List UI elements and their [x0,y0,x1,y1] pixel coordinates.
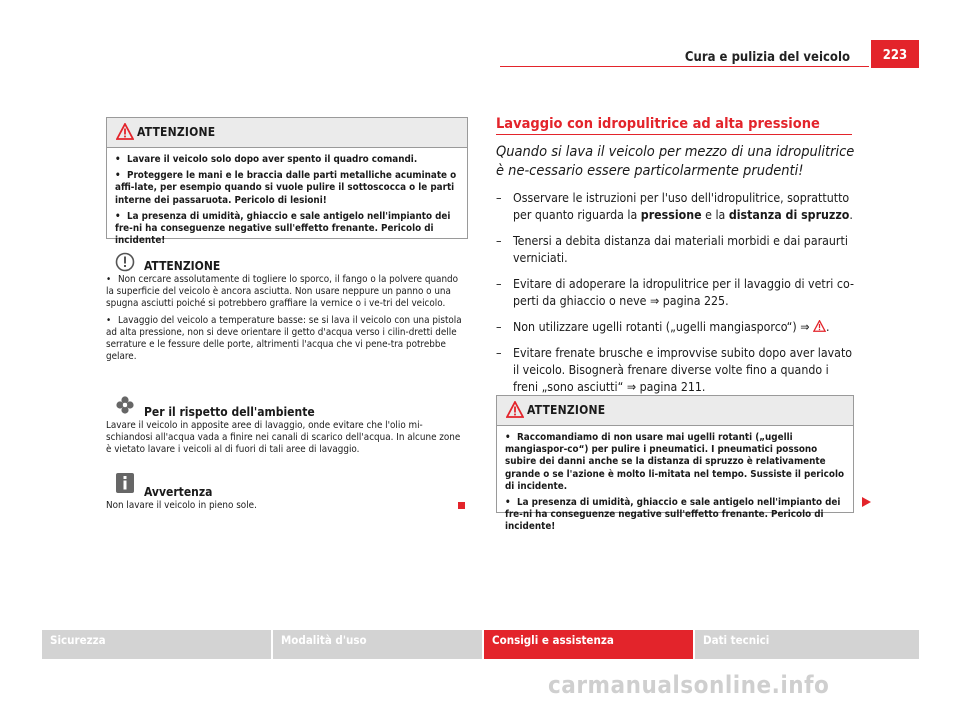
page-number: 223 [871,40,919,68]
warning-box-header [107,118,467,148]
warning-triangle-icon [813,320,826,332]
step-item: – Osservare le istruzioni per l'uso dell'idropulitrice, soprattutto per quanto riguarda la pressione e la distanza di spruzzo. [496,191,853,222]
caution-bullet: Non cercare assolutamente di togliere lo sporco, il fango o la polvere quando la superficie del veicolo è ancora asciutta. Non usare neppure un panno o una spugna asciutti poiché si potrebbero graffiare la vernice o i ve-tri del veicolo. [106,274,459,310]
info-hand-icon [115,472,135,494]
footer-tab-safety[interactable]: Sicurezza [42,630,271,659]
warning-box-right [496,395,854,533]
header-rule [500,66,869,67]
continue-arrow-icon [862,497,871,507]
leaf-icon [115,395,135,415]
warning-bullet: La presenza di umidità, ghiaccio e sale antigelo nell'impianto dei fre-ni ha conseguenze negative sull'effetto frenante. Pericolo di incidente! [115,210,451,247]
step-item: – Evitare di adoperare la idropulitrice per il lavaggio di vetri co-perti da ghiaccio o neve ⇒ pagina 225. [496,277,854,308]
warning-body: • Raccomandiamo di non usare mai ugelli rotanti („ugelli mangiaspor-co“) per pulire i pneumatici. I pneumatici possono subire dei danni anche se la distanza di spruzzo è relativamente grande o se l'azione è molto li-mitata nel tempo. Sussiste il pericolo di incidente. • La presenza di umidità, ghiaccio e sale antigelo nell'impianto dei fre-ni ha conseguenze negative sull'effetto frenante. Pericolo di incidente! [505,432,845,533]
warning-bullet: Proteggere le mani e le braccia dalle parti metalliche acuminate o affi-late, per esempio quando si vuole pulire il sottoscocca o le parti interne dei passaruota. Pericolo di lesioni! [115,170,457,206]
environment-text: Lavare il veicolo in apposite aree di lavaggio, onde evitare che l'olio mi-schiandosi all'acqua vada a finire nei canali di scarico dell'acqua. In alcune zone è vietato lavare i veicoli al di fuori di tali aree di lavaggio. [106,420,461,456]
end-marker-icon [458,502,465,509]
step-item: – Non utilizzare ugelli rotanti („ugelli mangiasporco“) ⇒ . [496,320,830,334]
note-section [106,472,476,512]
step-highlight: distanza di spruzzo [728,208,850,222]
footer-tab-operation[interactable]: Modalità d'uso [273,630,482,659]
warning-box-header [497,396,853,426]
warning-bullet: Lavare il veicolo solo dopo aver spento il quadro comandi. [127,154,418,165]
caution-icon [115,252,135,272]
footer-tab-technical[interactable]: Dati tecnici [695,630,919,659]
step-item: – Tenersi a debita distanza dai materiali morbidi e dai paraurti verniciati. [496,234,848,265]
note-title: Avvertenza [144,485,213,499]
warning-title: ATTENZIONE [137,125,216,139]
environment-section [106,395,468,461]
steps-list [496,190,856,405]
section-title: Cura e pulizia del veicolo [684,50,850,65]
note-text: Non lavare il veicolo in pieno sole. [106,500,257,511]
step-highlight: pressione [640,208,702,222]
warning-triangle-icon [116,123,134,140]
warning-bullet: La presenza di umidità, ghiaccio e sale antigelo nell'impianto dei fre-ni ha conseguenze negative sull'effetto frenante. Pericolo di incidente! [505,497,841,533]
warning-triangle-icon [506,401,524,418]
watermark: carmanualsonline.info [548,671,830,699]
warning-body: • Lavare il veicolo solo dopo aver spento il quadro comandi. • Proteggere le mani e le braccia dalle parti metalliche acuminate o affi-late, per esempio quando si vuole pulire il sottoscocca o le parti interne dei passaruota. Pericolo di lesioni! • La presenza di umidità, ghiaccio e sale antigelo nell'impianto dei fre-ni ha conseguenze negative sull'effetto frenante. Pericolo di incidente! [115,154,457,247]
caution-bullet: Lavaggio del veicolo a temperature basse: se si lava il veicolo con una pistola ad alta pressione, non si deve orientare il getto d'acqua verso i cilin-dretti delle serrature e le fessure delle porte, altrimenti l'acqua che vi pene-tra potrebbe gelare. [106,314,462,363]
environment-title: Per il rispetto dell'ambiente [144,405,315,419]
caution-title: ATTENZIONE [144,259,221,273]
footer-tab-advice[interactable]: Consigli e assistenza [484,630,693,659]
warning-bullet: Raccomandiamo di non usare mai ugelli rotanti („ugelli mangiaspor-co“) per pulire i pneumatici. I pneumatici possono subire dei danni anche se la distanza di spruzzo è relativamente grande o se l'azione è molto li-mitata nel tempo. Sussiste il pericolo di incidente. [505,432,845,492]
step-item: – Evitare frenate brusche e improvvise subito dopo aver lavato il veicolo. Bisognerà frenare diverse volte fino a quando i freni „sono asciutti“ ⇒ pagina 211. [496,346,853,394]
intro-text: Quando si lava il veicolo per mezzo di una idropulitrice è ne-cessario essere particolarmente prudenti! [496,144,855,179]
caution-section: ATTENZIONE • Non cercare assolutamente di togliere lo sporco, il fango o la polvere quando la superficie del veicolo è ancora asciutta. Non usare neppure un panno o una spugna asciutti poiché si potrebbero graffiare la vernice o i ve-tri del veicolo. • Lavaggio del veicolo a temperature basse: se si lava il veicolo con una pistola ad alta pressione, non si deve orientare il getto d'acqua verso i cilin-dretti delle serrature e le fessure delle porte, altrimenti l'acqua che vi pene-tra potrebbe gelare. [106,252,468,367]
warning-box-left [106,117,468,247]
heading-rule [496,134,852,135]
warning-title: ATTENZIONE [527,403,606,417]
section-heading: Lavaggio con idropulitrice ad alta pressione [496,116,820,132]
